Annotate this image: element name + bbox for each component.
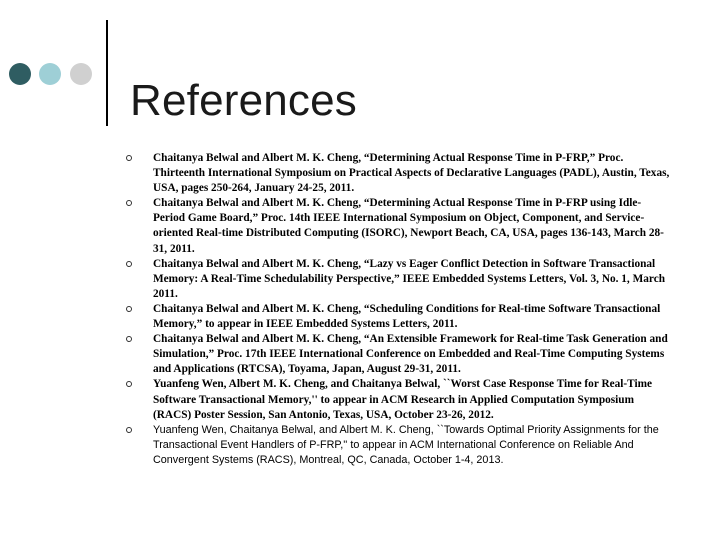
reference-text: Chaitanya Belwal and Albert M. K. Cheng, “An Extensible Framework for Real-time Task Generation and Simulation,” Proc. 17th IEEE International Conference on Embedded and Real-Time Computing Systems and Applications (RTCSA), Toyama, Japan, August 29-31, 2011. [153, 333, 668, 376]
reference-item [126, 257, 671, 302]
hollow-circle-bullet-icon [126, 336, 132, 342]
reference-item [126, 302, 671, 332]
reference-item [126, 151, 671, 196]
hollow-circle-bullet-icon [126, 381, 132, 387]
reference-item [126, 377, 671, 422]
reference-text: Chaitanya Belwal and Albert M. K. Cheng, “Scheduling Conditions for Real-time Software Transactional Memory,” to appear in IEEE Embedded Systems Letters, 2011. [153, 302, 661, 331]
hollow-circle-bullet-icon [126, 261, 132, 267]
title-divider-line [106, 20, 108, 126]
reference-text: Yuanfeng Wen, Chaitanya Belwal, and Albert M. K. Cheng, ``Towards Optimal Priority Assignments for the Transactional Event Handlers of P-FRP,'' to appear in ACM International Conference on Reliable And Convergent Systems (RACS), Montreal, QC, Canada, October 1-4, 2013. [153, 423, 659, 467]
gray-dot-icon [70, 63, 92, 85]
reference-item [126, 332, 671, 377]
hollow-circle-bullet-icon [126, 200, 132, 206]
references-list [126, 151, 671, 468]
reference-text: Chaitanya Belwal and Albert M. K. Cheng, “Lazy vs Eager Conflict Detection in Software Transactional Memory: A Real-Time Schedulability Perspective,” IEEE Embedded Systems Letters, Vol. 3, No. 1, March 2011. [153, 257, 665, 300]
hollow-circle-bullet-icon [126, 427, 132, 433]
hollow-circle-bullet-icon [126, 155, 132, 161]
hollow-circle-bullet-icon [126, 306, 132, 312]
reference-item [126, 196, 671, 256]
reference-text: Yuanfeng Wen, Albert M. K. Cheng, and Chaitanya Belwal, ``Worst Case Response Time for Real-Time Software Transactional Memory,'' to appear in ACM Research in Applied Computation Symposium (RACS) Poster Session, San Antonio, Texas, USA, October 23-26, 2012. [153, 378, 653, 421]
slide-decoration-dots [9, 63, 99, 89]
reference-item [126, 423, 671, 469]
light-teal-dot-icon [39, 63, 61, 85]
page-title: References [130, 76, 358, 126]
dark-teal-dot-icon [9, 63, 31, 85]
reference-text: Chaitanya Belwal and Albert M. K. Cheng, “Determining Actual Response Time in P-FRP,” Proc. Thirteenth International Symposium on Practical Aspects of Declarative Languages (PADL), Austin, Texas, USA, pages 250-264, January 24-25, 2011. [153, 152, 670, 195]
reference-text: Chaitanya Belwal and Albert M. K. Cheng, “Determining Actual Response Time in P-FRP using Idle-Period Game Board,” Proc. 14th IEEE International Symposium on Object, Component, and Service-oriented Real-time Distributed Computing (ISORC), Newport Beach, CA, USA, pages 136-143, March 28-31, 2011. [153, 197, 664, 255]
